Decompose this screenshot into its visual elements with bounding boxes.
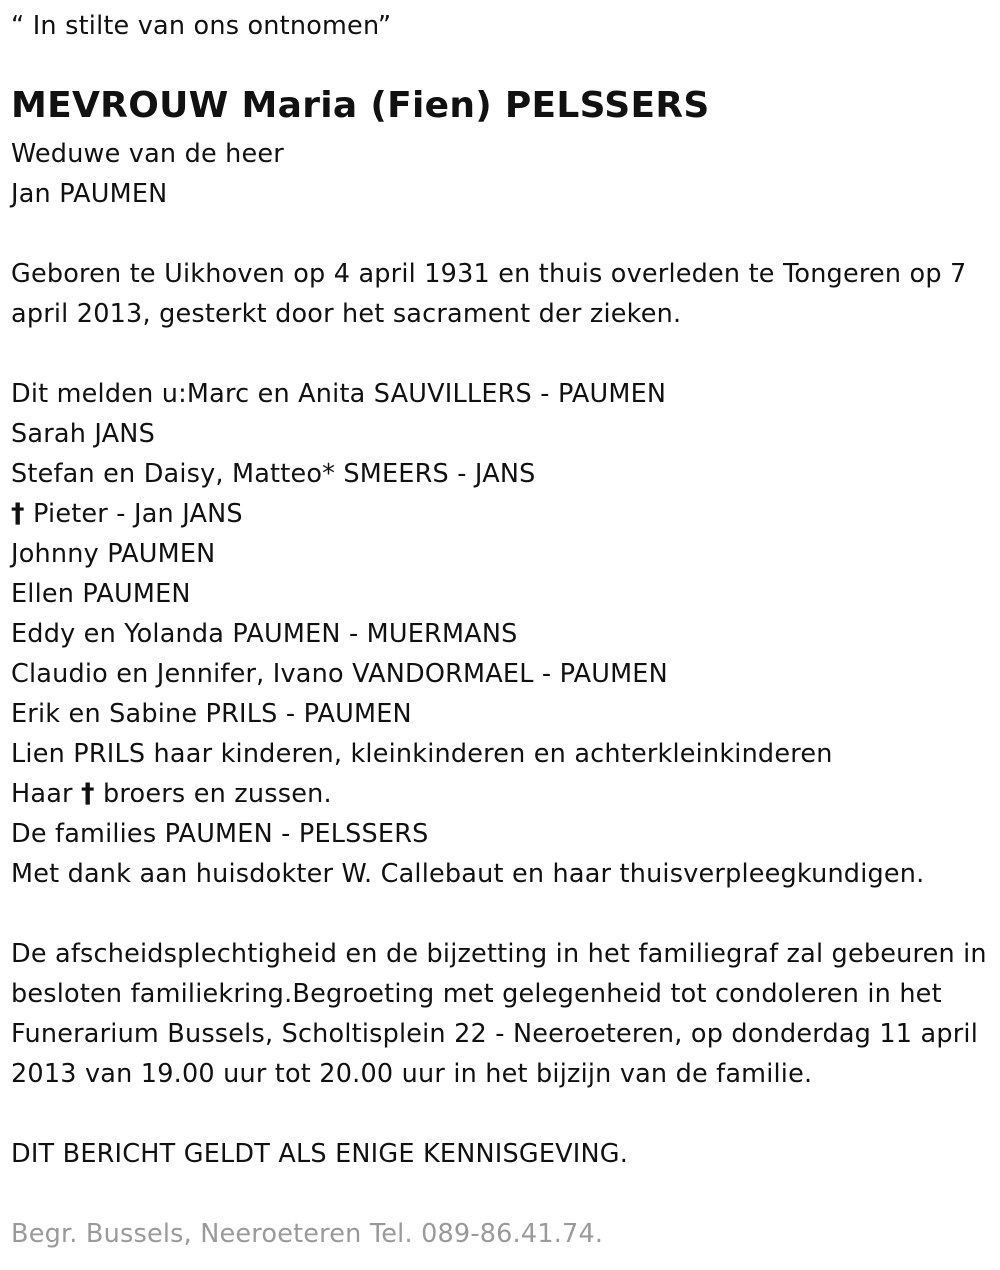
- thanks-line: Met dank aan huisdokter W. Callebaut en haar thuisverpleegkundigen.: [11, 859, 925, 889]
- family-line: Ellen PAUMEN: [11, 579, 191, 609]
- family-line: Johnny PAUMEN: [11, 539, 216, 569]
- family-line-text: broers en zussen.: [103, 779, 332, 809]
- widow-line: Weduwe van de heer: [11, 139, 284, 169]
- family-line: Stefan en Daisy, Matteo* SMEERS - JANS: [11, 459, 536, 489]
- birth-death-text: Geboren te Uikhoven op 4 april 1931 en thuis overleden te Tongeren op 7 april 2013, gesterkt door het sacrament der zieken.: [11, 259, 967, 329]
- spouse-name: Jan PAUMEN: [11, 179, 168, 209]
- family-line-deceased: [11, 494, 991, 534]
- family-line: Erik en Sabine PRILS - PAUMEN: [11, 699, 412, 729]
- ceremony-paragraph: [11, 934, 991, 1094]
- widow-block: [11, 134, 991, 214]
- family-list: [11, 374, 991, 894]
- family-line: Lien PRILS haar kinderen, kleinkinderen en achterkleinkinderen: [11, 739, 833, 769]
- cross-icon: †: [81, 778, 95, 809]
- family-line: Dit melden u:Marc en Anita SAUVILLERS - PAUMEN: [11, 379, 667, 409]
- family-line: Sarah JANS: [11, 419, 155, 449]
- notice-block: [11, 1134, 991, 1174]
- cross-icon: †: [11, 498, 25, 529]
- official-notice: DIT BERICHT GELDT ALS ENIGE KENNISGEVING.: [11, 1139, 629, 1169]
- family-line: De families PAUMEN - PELSSERS: [11, 819, 429, 849]
- family-line-text: Haar: [11, 779, 73, 809]
- family-line-text: Pieter - Jan JANS: [33, 499, 243, 529]
- opening-quote: “ In stilte van ons ontnomen”: [11, 11, 392, 41]
- ceremony-text: De afscheidsplechtigheid en de bijzetting in het familiegraf zal gebeuren in besloten familiekring.Begroeting met gelegenheid tot condoleren in het Funerarium Bussels, Scholtisplein 22 - Neeroeteren, op donderdag 11 april 2013 van 19.00 uur tot 20.00 uur in het bijzijn van de familie.: [11, 939, 987, 1089]
- funeral-home-contact: Begr. Bussels, Neeroeteren Tel. 089-86.41.74.: [11, 1219, 604, 1249]
- family-line: Claudio en Jennifer, Ivano VANDORMAEL - PAUMEN: [11, 659, 668, 689]
- footer-block: [11, 1214, 991, 1254]
- family-line-siblings: [11, 774, 991, 814]
- family-line: Eddy en Yolanda PAUMEN - MUERMANS: [11, 619, 518, 649]
- birth-death-paragraph: [11, 254, 991, 334]
- deceased-name: MEVROUW Maria (Fien) PELSSERS: [11, 85, 710, 126]
